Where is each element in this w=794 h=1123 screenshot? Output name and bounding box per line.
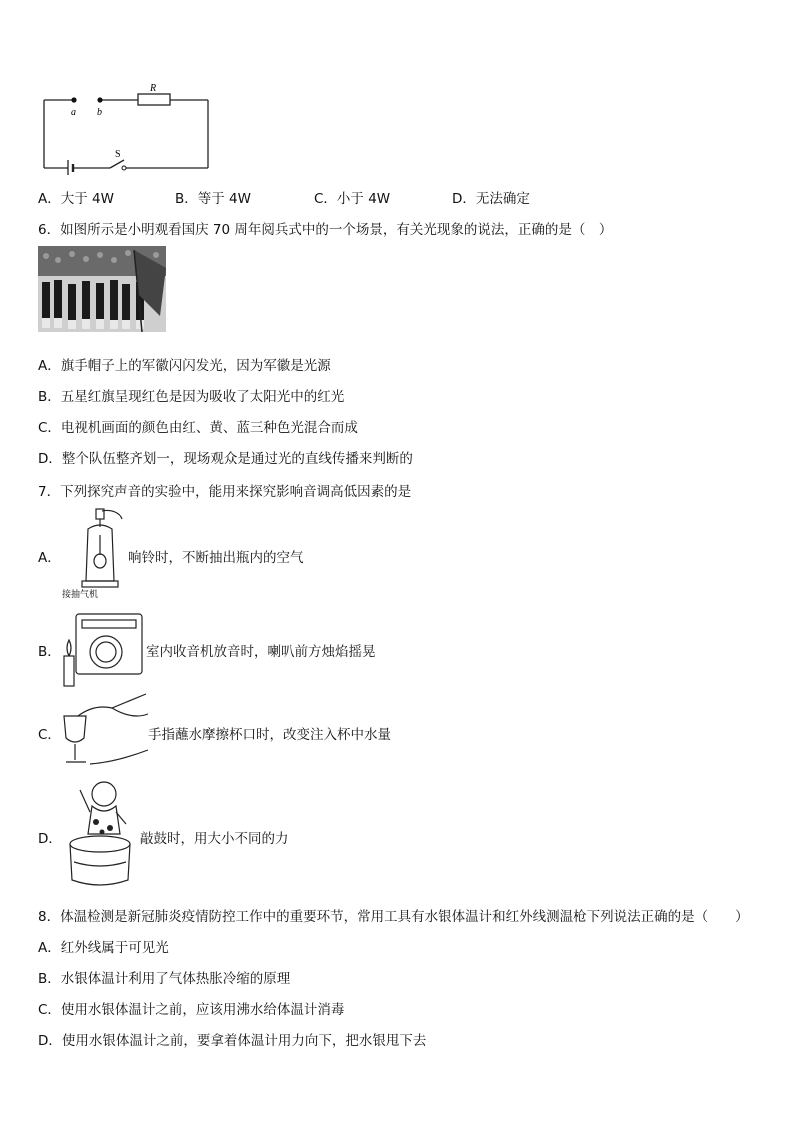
- resistor-icon: [138, 94, 170, 105]
- parade-photo: [38, 246, 166, 332]
- q5-option-a[interactable]: A．大于 4W: [38, 191, 114, 207]
- q6-stem: 6．如图所示是小明观看国庆 70 周年阅兵式中的一个场景，有关光现象的说法，正确的是（ ）: [38, 222, 613, 238]
- q8-stem: 8．体温检测是新冠肺炎疫情防控工作中的重要环节，常用工具有水银体温计和红外线测温枪下列说法正确的是（ ）: [38, 909, 749, 925]
- drum-icon: [70, 836, 130, 852]
- wine-glass-figure: [60, 690, 150, 772]
- q8-option-c[interactable]: C．使用水银体温计之前，应该用沸水给体温计消毒: [38, 1002, 345, 1018]
- candle-icon: [64, 656, 74, 686]
- q7-option-c-letter[interactable]: C．: [38, 727, 61, 743]
- q7-stem: 7．下列探究声音的实验中，能用来探究影响音调高低因素的是: [38, 484, 412, 500]
- hand-icon: [78, 694, 148, 716]
- drum-figure: [60, 772, 140, 894]
- q6-option-c[interactable]: C．电视机画面的颜色由红、黄、蓝三种色光混合而成: [38, 420, 358, 436]
- q7-option-d-letter[interactable]: D．: [38, 831, 62, 847]
- resistor-label: R: [150, 83, 157, 94]
- terminal-b-label: b: [97, 107, 102, 118]
- q6-option-a[interactable]: A．旗手帽子上的军徽闪闪发光，因为军徽是光源: [38, 358, 331, 374]
- q7-option-b-text: 室内收音机放音时，喇叭前方烛焰摇晃: [146, 644, 376, 660]
- q5-option-b[interactable]: B．等于 4W: [175, 191, 251, 207]
- q7-option-c-text: 手指蘸水摩擦杯口时，改变注入杯中水量: [148, 727, 391, 743]
- q5-option-d[interactable]: D．无法确定: [452, 191, 530, 207]
- battery-icon: [68, 160, 73, 175]
- q8-option-d[interactable]: D．使用水银体温计之前，要拿着体温计用力向下，把水银甩下去: [38, 1033, 427, 1049]
- terminal-a-label: a: [71, 107, 76, 118]
- q6-option-b[interactable]: B．五星红旗呈现红色是因为吸收了太阳光中的红光: [38, 389, 345, 405]
- bell-jar-caption: 接抽气机: [62, 590, 99, 600]
- bell-jar-figure: [60, 505, 128, 603]
- q8-option-a[interactable]: A．红外线属于可见光: [38, 940, 169, 956]
- q7-option-a-text: 响铃时，不断抽出瓶内的空气: [128, 550, 304, 566]
- q7-option-d-text: 敲鼓时，用大小不同的力: [140, 831, 289, 847]
- q8-option-b[interactable]: B．水银体温计利用了气体热胀冷缩的原理: [38, 971, 291, 987]
- q5-option-c[interactable]: C．小于 4W: [314, 191, 391, 207]
- q7-option-b-letter[interactable]: B．: [38, 644, 61, 660]
- switch-label: S: [115, 149, 121, 160]
- circuit-diagram: [38, 80, 214, 175]
- q7-option-a-letter[interactable]: A．: [38, 550, 61, 566]
- radio-icon: [76, 614, 142, 674]
- wine-glass-icon: [64, 716, 86, 742]
- radio-candle-figure: [60, 608, 146, 690]
- boy-head-icon: [92, 782, 116, 806]
- q6-option-d[interactable]: D．整个队伍整齐划一，现场观众是通过光的直线传播来判断的: [38, 451, 413, 467]
